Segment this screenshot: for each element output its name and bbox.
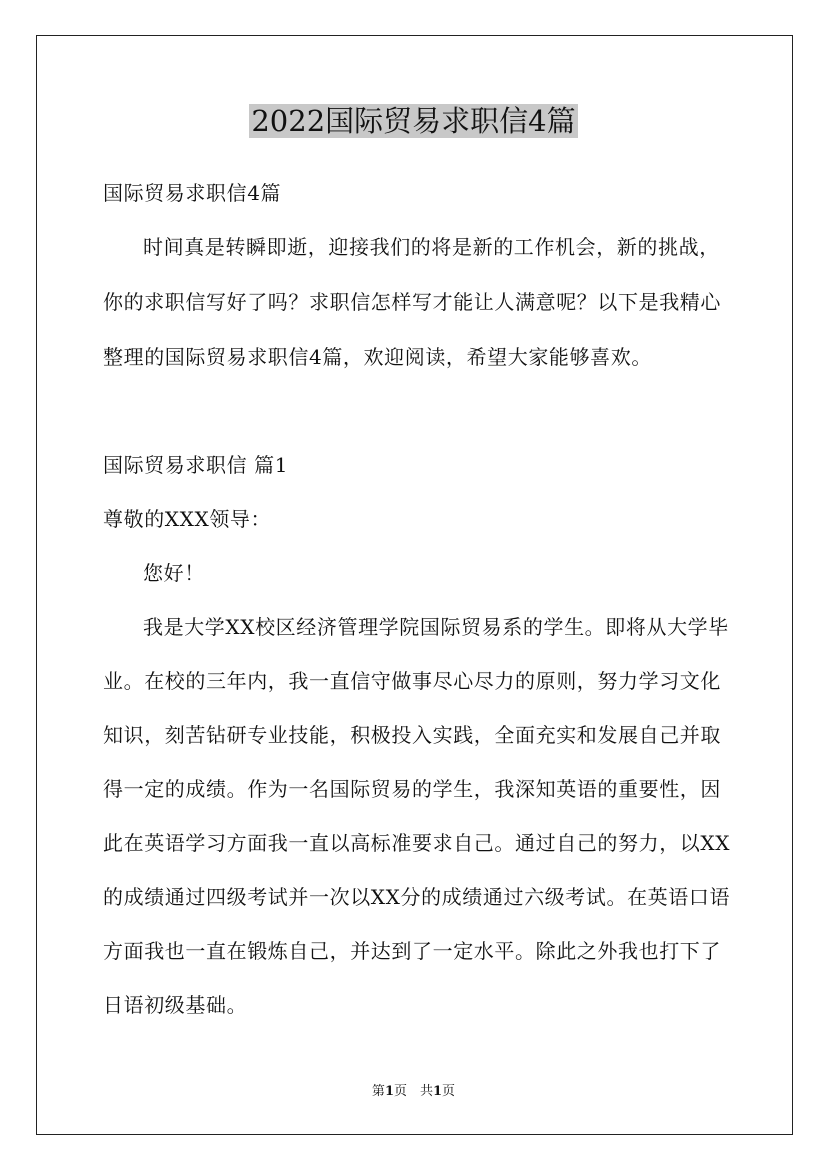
intro-line-2: 你的求职信写好了吗？求职信怎样写才能让人满意呢？以下是我精心 bbox=[103, 290, 721, 314]
section-heading: 国际贸易求职信 篇1 bbox=[103, 453, 289, 477]
body-line-2: 业。在校的三年内，我一直信守做事尽心尽力的原则，努力学习文化 bbox=[103, 669, 721, 693]
page-suffix: 页 bbox=[442, 1084, 456, 1099]
body-line-7: 方面我也一直在锻炼自己，并达到了一定水平。除此之外我也打下了 bbox=[103, 939, 721, 963]
page-current: 1 bbox=[384, 1084, 394, 1099]
document-subtitle: 国际贸易求职信4篇 bbox=[103, 181, 282, 205]
body-line-3: 知识，刻苦钻研专业技能，积极投入实践，全面充实和发展自己并取 bbox=[103, 723, 721, 747]
salutation: 尊敬的XXX领导： bbox=[103, 507, 272, 531]
intro-line-1: 时间真是转瞬即逝，迎接我们的将是新的工作机会，新的挑战， bbox=[143, 235, 720, 259]
body-line-8: 日语初级基础。 bbox=[103, 993, 248, 1017]
document-title-text: 2022国际贸易求职信4篇 bbox=[251, 104, 576, 138]
page-total: 1 bbox=[433, 1084, 443, 1099]
greeting: 您好！ bbox=[143, 561, 205, 585]
body-line-5: 此在英语学习方面我一直以高标准要求自己。通过自己的努力，以XX bbox=[103, 831, 731, 855]
document-title bbox=[0, 101, 827, 141]
intro-line-3: 整理的国际贸易求职信4篇，欢迎阅读，希望大家能够喜欢。 bbox=[103, 345, 652, 369]
body-line-4: 得一定的成绩。作为一名国际贸易的学生，我深知英语的重要性，因 bbox=[103, 777, 721, 801]
page-footer bbox=[0, 1083, 827, 1101]
body-line-1: 我是大学XX校区经济管理学院国际贸易系的学生。即将从大学毕 bbox=[143, 615, 729, 639]
page-prefix: 第 bbox=[371, 1084, 385, 1099]
body-line-6: 的成绩通过四级考试并一次以XX分的成绩通过六级考试。在英语口语 bbox=[103, 885, 731, 909]
page-mid: 页 共 bbox=[393, 1084, 433, 1099]
